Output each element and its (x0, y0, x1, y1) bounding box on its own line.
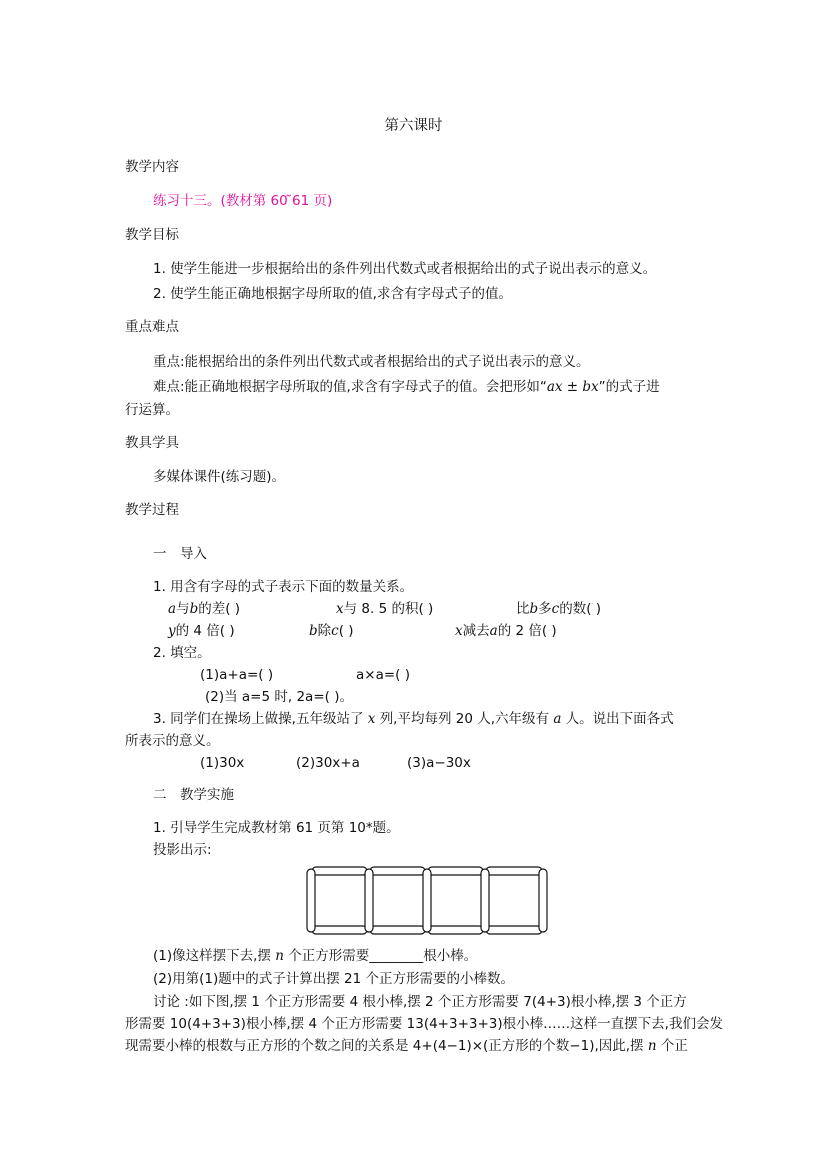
text: 的数( ) (559, 601, 602, 617)
part-1-heading: 一 导入 (153, 546, 207, 562)
text: 人。说出下面各式 (565, 711, 674, 727)
var: b (309, 623, 318, 639)
key-point-2-expr: ax ± bx (546, 379, 599, 395)
part-2-question-1: 1. 引导学生完成教材第 61 页第 10*题。 (153, 820, 400, 836)
var: n (647, 1038, 657, 1054)
var: c (551, 601, 560, 617)
question-3-option-2: (2)30x+a (296, 755, 360, 771)
question-1-row-1-c (516, 599, 601, 619)
section-heading-goals: 教学目标 (125, 227, 179, 243)
var: x (336, 601, 344, 617)
stick (307, 869, 315, 932)
text: 除 (317, 623, 332, 639)
stick (370, 867, 425, 875)
content-line: 练习十三。(教材第 60 ̃61 页) (153, 193, 333, 209)
page-title: 第六课时 (384, 118, 443, 134)
question-3-cont: 所表示的意义。 (125, 733, 220, 749)
var: a (489, 623, 498, 639)
text: 个正 (660, 1038, 688, 1054)
tools-line: 多媒体课件(练习题)。 (153, 469, 286, 485)
text: 3. 同学们在操场上做操,五年级站了 (153, 711, 364, 727)
text: 的 4 倍( ) (175, 623, 235, 639)
goal-2: 2. 使学生能正确地根据字母所取的值,求含有字母式子的值。 (153, 286, 512, 302)
var: a (168, 601, 177, 617)
key-point-2-text-b: ”的式子进 (598, 379, 660, 395)
question-1-row-2 (168, 621, 235, 641)
section-heading-tools: 教具学具 (125, 435, 179, 451)
text: 的差( ) (198, 601, 241, 617)
stick (428, 867, 483, 875)
stick (539, 869, 547, 932)
sub-question-1 (153, 946, 477, 966)
discussion-line-3 (125, 1036, 688, 1056)
question-2-item-1a: (1)a+a=( ) (200, 667, 274, 683)
var: x (367, 711, 376, 727)
text: 与 (176, 601, 190, 617)
stick (370, 926, 425, 934)
text: 多 (538, 601, 552, 617)
section-heading-process: 教学过程 (125, 502, 179, 518)
text: ( ) (338, 623, 354, 639)
var: b (189, 601, 199, 617)
part-2-heading: 二 教学实施 (153, 787, 234, 803)
question-3-option-3: (3)a−30x (407, 755, 471, 771)
section-heading-key: 重点难点 (125, 319, 179, 335)
var: y (168, 623, 176, 639)
text: 现需要小棒的根数与正方形的个数之间的关系是 4+(4−1)×(正方形的个数−1),因此,摆 (125, 1038, 644, 1054)
key-point-2-text-a: 难点:能正确地根据字母所取的值,求含有字母式子的值。会把形如“ (153, 379, 547, 395)
discussion-line-2: 形需要 10(4+3+3)根小棒,摆 4 个正方形需要 13(4+3+3+3)根小棒……这样一直摆下去,我们会发 (125, 1016, 723, 1032)
stick (428, 926, 483, 934)
question-1-row-1 (168, 599, 240, 619)
var: x (455, 623, 463, 639)
question-2: 2. 填空。 (153, 645, 211, 661)
sub-question-2: (2)用第(1)题中的式子计算出摆 21 个正方形需要的小棒数。 (153, 971, 515, 987)
discussion-line-1: 讨论 :如下图,摆 1 个正方形需要 4 根小棒,摆 2 个正方形需要 7(4+3)根小棒,摆 3 个正方 (153, 994, 687, 1010)
text: 列,平均每列 20 人,六年级有 (379, 711, 550, 727)
text: (1)像这样摆下去,摆 (153, 948, 271, 964)
text: 个正方形需要________根小棒。 (288, 948, 478, 964)
projection-label: 投影出示: (153, 842, 212, 858)
stick (486, 867, 542, 875)
question-3-option-1: (1)30x (200, 755, 245, 771)
question-2-item-1b: a×a=( ) (356, 667, 410, 683)
key-point-1: 重点:能根据给出的条件列出代数式或者根据给出的式子说出表示的意义。 (153, 354, 590, 370)
var: a (553, 711, 562, 727)
matchstick-squares-figure (305, 866, 551, 936)
text: 的 2 倍( ) (497, 623, 557, 639)
text: 减去 (462, 623, 490, 639)
stick (481, 869, 489, 932)
var: n (275, 948, 284, 964)
question-1-row-2-c (455, 621, 557, 641)
stick (423, 869, 431, 932)
question-1-row-1-b (336, 599, 433, 619)
question-2-item-2: (2)当 a=5 时, 2a=( )。 (205, 689, 353, 705)
key-point-2 (153, 377, 660, 397)
stick (365, 869, 373, 932)
stick (486, 926, 542, 934)
question-3 (153, 709, 674, 729)
section-heading-content: 教学内容 (125, 159, 179, 175)
var: c (331, 623, 339, 639)
var: b (529, 601, 539, 617)
goal-1: 1. 使学生能进一步根据给出的条件列出代数式或者根据给出的式子说出表示的意义。 (153, 261, 657, 277)
key-point-2-cont: 行运算。 (125, 402, 179, 418)
question-1: 1. 用含有字母的式子表示下面的数量关系。 (153, 579, 414, 595)
text: 比 (516, 601, 530, 617)
text: 与 8. 5 的积( ) (343, 601, 434, 617)
question-1-row-2-b (309, 621, 354, 641)
stick (312, 867, 367, 875)
stick (312, 926, 367, 934)
